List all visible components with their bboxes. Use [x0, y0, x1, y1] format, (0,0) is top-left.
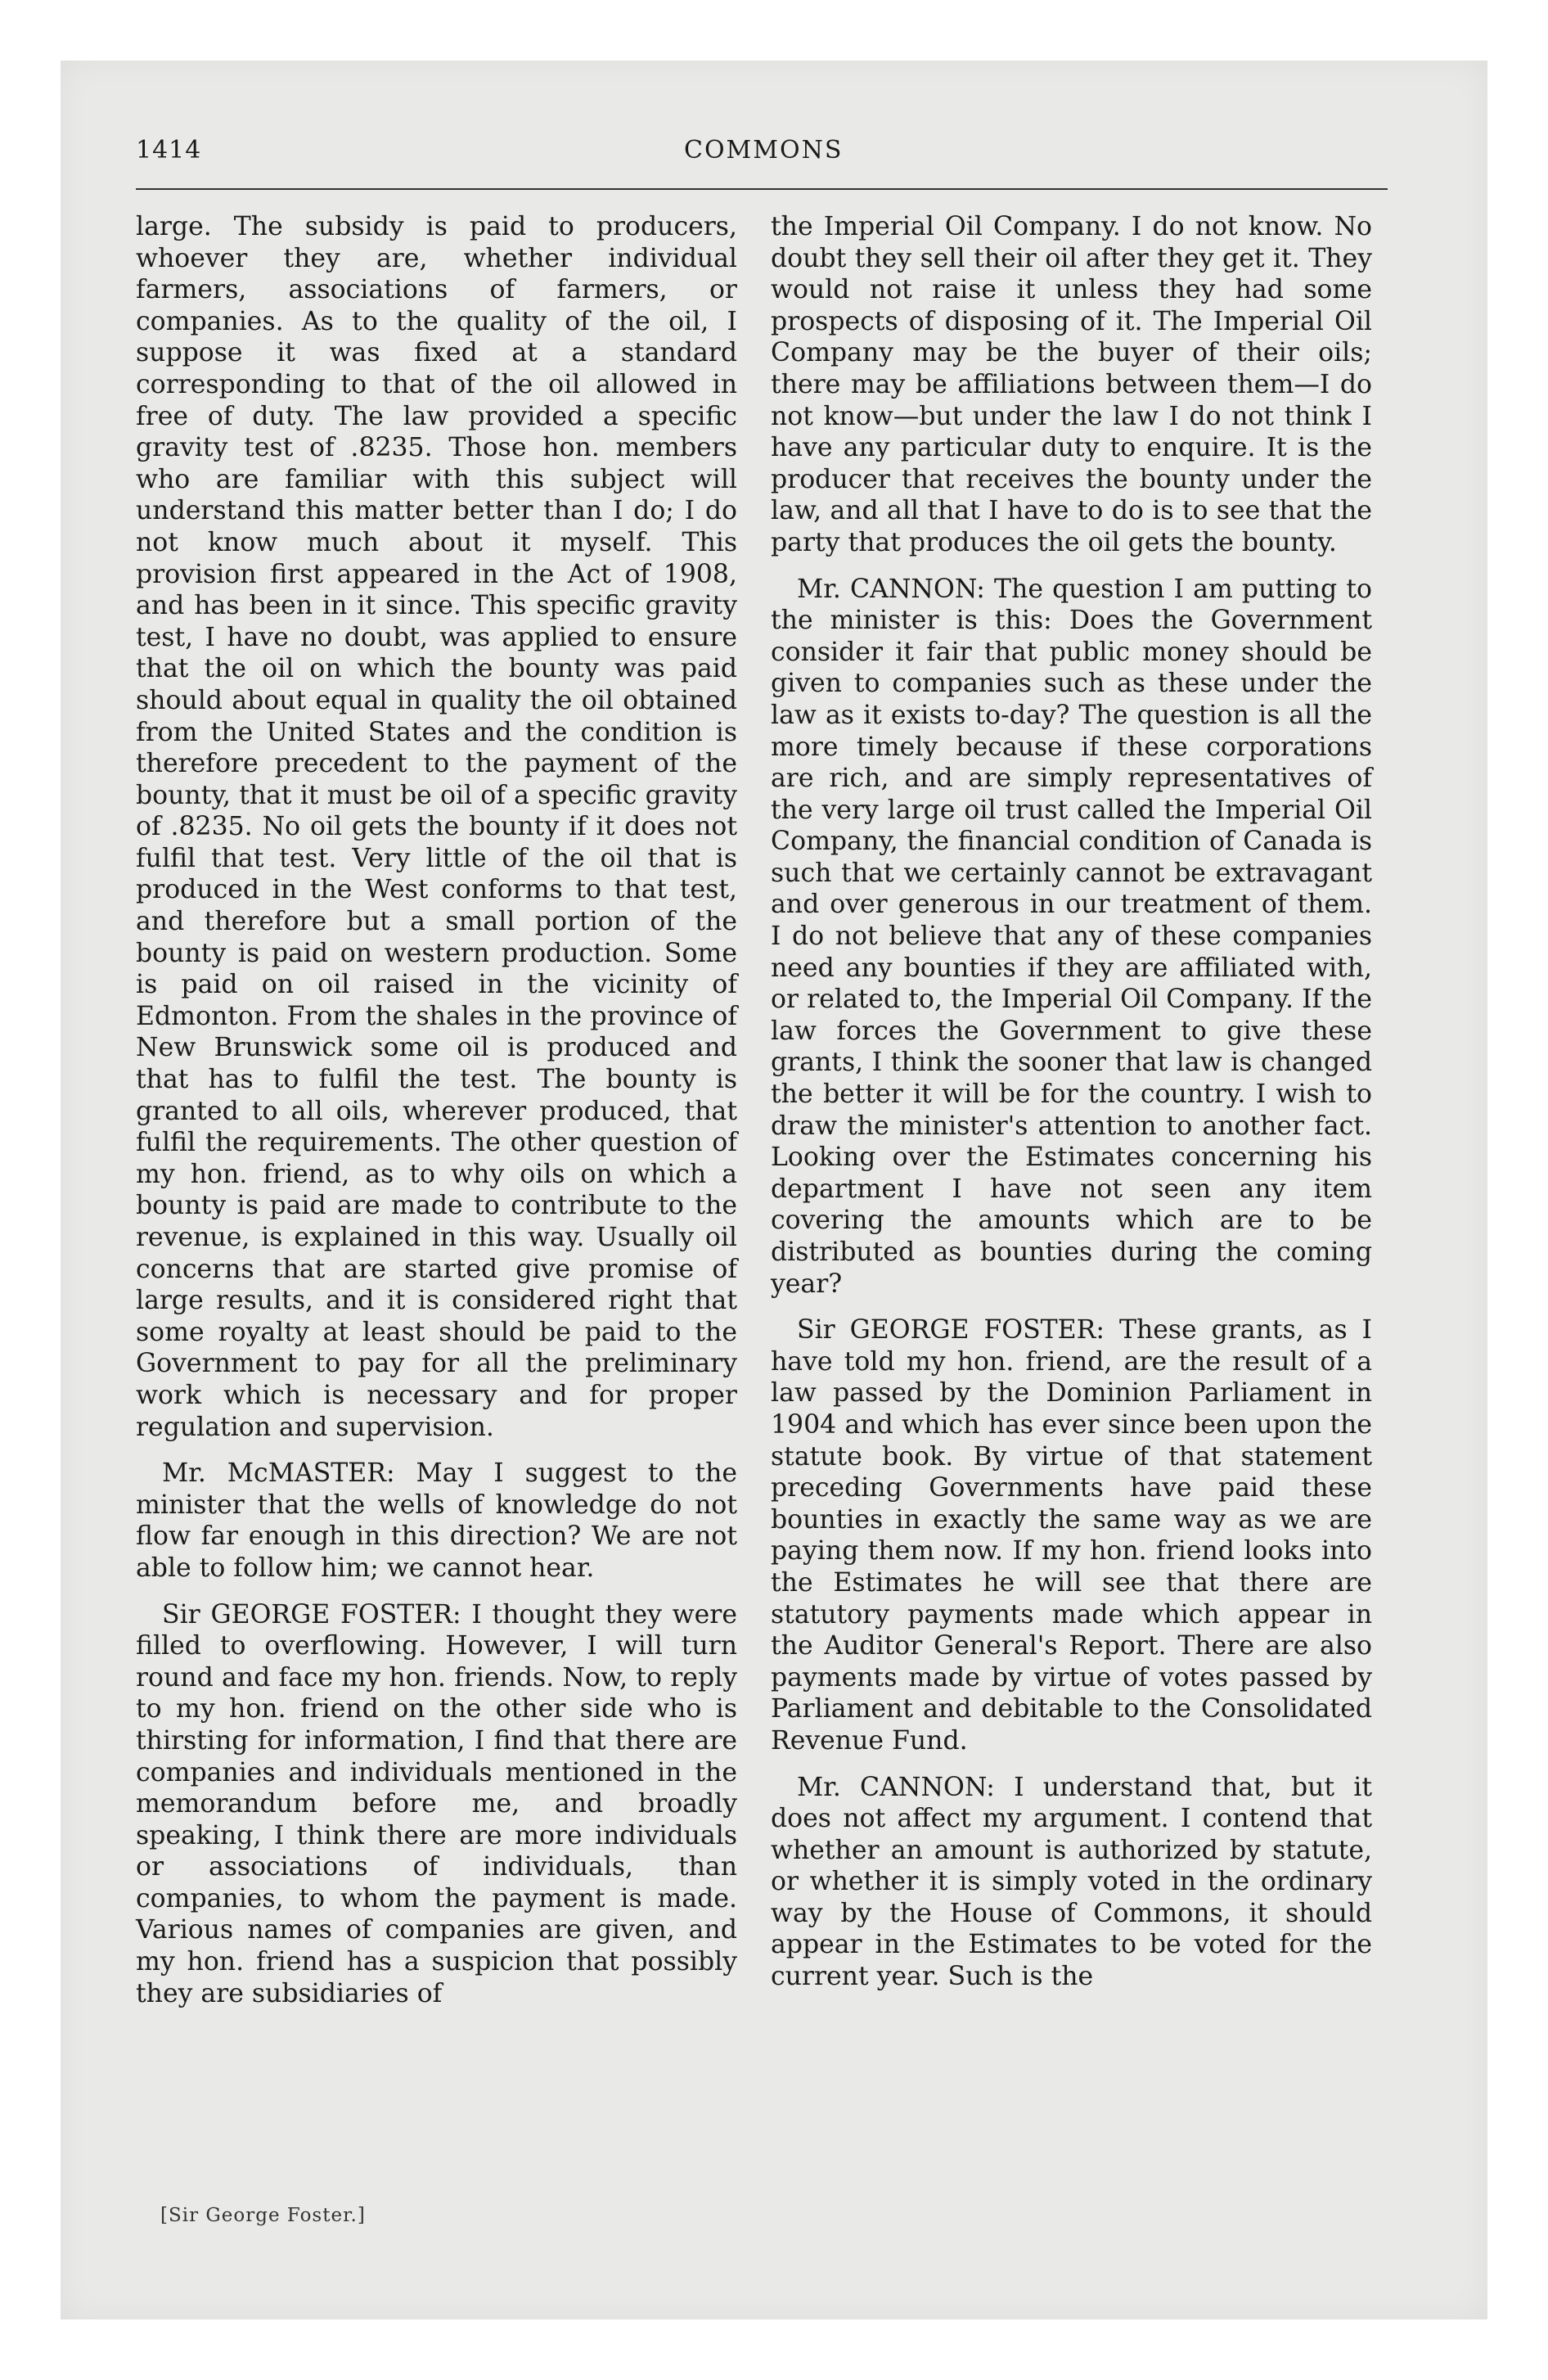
paragraph-text: the Imperial Oil Company. I do not know. No doubt they sell their oil after they get it. They would not raise it unless they had some prospects of disposing of it. The Imperial Oil Company may be the buyer of their oils; there may be affiliations between them—I do not know—but under the law I do not think I have any particular duty to enquire. It is the producer that receives the bounty under the law, and all that I have to do is to see that the party that produces the oil gets the bounty. [771, 212, 1372, 557]
paragraph-text: May I suggest to the minister that the wells of knowledge do not flow far enough in this direction? We are not able to follow him; we cannot hear. [136, 1458, 737, 1583]
speaker-name: Mr. CANNON: [797, 1772, 995, 1802]
paragraph [771, 574, 1372, 1300]
left-column [136, 211, 737, 2009]
paragraph [771, 1314, 1372, 1756]
paragraph [136, 1458, 737, 1584]
paragraph-text: I understand that, but it does not affect my argument. I contend that whether an amount is authorized by statute, or whether it is simply voted in the ordinary way by the House of Commons, it should appear in the Estimates to be voted for the current year. Such is the [771, 1772, 1372, 1992]
paragraph [136, 1599, 737, 2010]
speaker-name: Mr. McMASTER: [162, 1458, 395, 1489]
speaker-name: Sir GEORGE FOSTER: [797, 1315, 1105, 1346]
paragraph-text: These grants, as I have told my hon. friend, are the result of a law passed by the Dominion Parliament in 1904 and which has ever since been upon the statute book. By virtue of that statement preceding Governments have paid these bounties in exactly the same way as we are paying them now. If my hon. friend looks into the Estimates he will see that there are statutory payments made which appear in the Auditor General's Report. There are also payments made by virtue of votes passed by Parliament and debitable to the Consolidated Revenue Fund. [771, 1315, 1372, 1756]
paragraph-text: I thought they were filled to overflowing. However, I will turn round and face my hon. friends. Now, to reply to my hon. friend on the other side who is thirsting for information, I find that there are companies and individuals mentioned in the memorandum before me, and broadly speaking, I think there are more individuals or associations of individuals, than companies, to whom the payment is made. Various names of companies are given, and my hon. friend has a suspicion that possibly they are subsidiaries of [136, 1599, 737, 2008]
header-rule [136, 188, 1388, 190]
page-header [136, 136, 1388, 178]
speaker-name: Mr. CANNON: [797, 574, 985, 604]
paragraph [136, 211, 737, 1443]
running-head: COMMONS [684, 136, 844, 165]
paragraph-text: large. The subsidy is paid to producers, whoever they are, whether individual farmers, associations of farmers, or companies. As to the quality of the oil, I suppose it was fixed at a standard corresponding to that of the oil allowed in free of duty. The law provided a specific gravity test of .8235. Those hon. members who are familiar with this subject will understand this matter better than I do; I do not know much about it myself. This provision first appeared in the Act of 1908, and has been in it since. This specific gravity test, I have no doubt, was applied to ensure that the oil on which the bounty was paid should about equal in quality the oil obtained from the United States and the condition is therefore precedent to the payment of the bounty, that it must be oil of a specific gravity of .8235. No oil gets the bounty if it does not fulfil that test. Very little of the oil that is produced in the West conforms to that test, and therefore but a small portion of the bounty is paid on western production. Some is paid on oil raised in the vicinity of Edmonton. From the shales in the province of New Brunswick some oil is produced and that has to fulfil the test. The bounty is granted to all oils, wherever produced, that fulfil the requirements. The other question of my hon. friend, as to why oils on which a bounty is paid are made to contribute to the revenue, is explained in this way. Usually oil concerns that are started give promise of large results, and it is considered right that some royalty at least should be paid to the Government to pay for all the preliminary work which is necessary and for proper regulation and supervision. [136, 212, 737, 1442]
paragraph [771, 211, 1372, 559]
paragraph [771, 1772, 1372, 1993]
page-number: 1414 [136, 136, 202, 165]
speaker-name: Sir GEORGE FOSTER: [162, 1599, 461, 1629]
paragraph-text: The question I am putting to the minister is this: Does the Government consider it fair that public money should be given to companies such as these under the law as it exists to-day? The question is all the more timely because if these corporations are rich, and are simply representatives of the very large oil trust called the Imperial Oil Company, the financial condition of Canada is such that we certainly cannot be extravagant and over generous in our treatment of them. I do not believe that any of these companies need any bounties if they are affiliated with, or related to, the Imperial Oil Company. If the law forces the Government to give these grants, I think the sooner that law is changed the better it will be for the country. I wish to draw the minister's attention to another fact. Looking over the Estimates concerning his department I have not seen any item covering the amounts which are to be distributed as bounties during the coming year? [771, 574, 1372, 1299]
footer-note: [Sir George Foster.] [160, 2205, 366, 2226]
right-column [771, 211, 1372, 1993]
